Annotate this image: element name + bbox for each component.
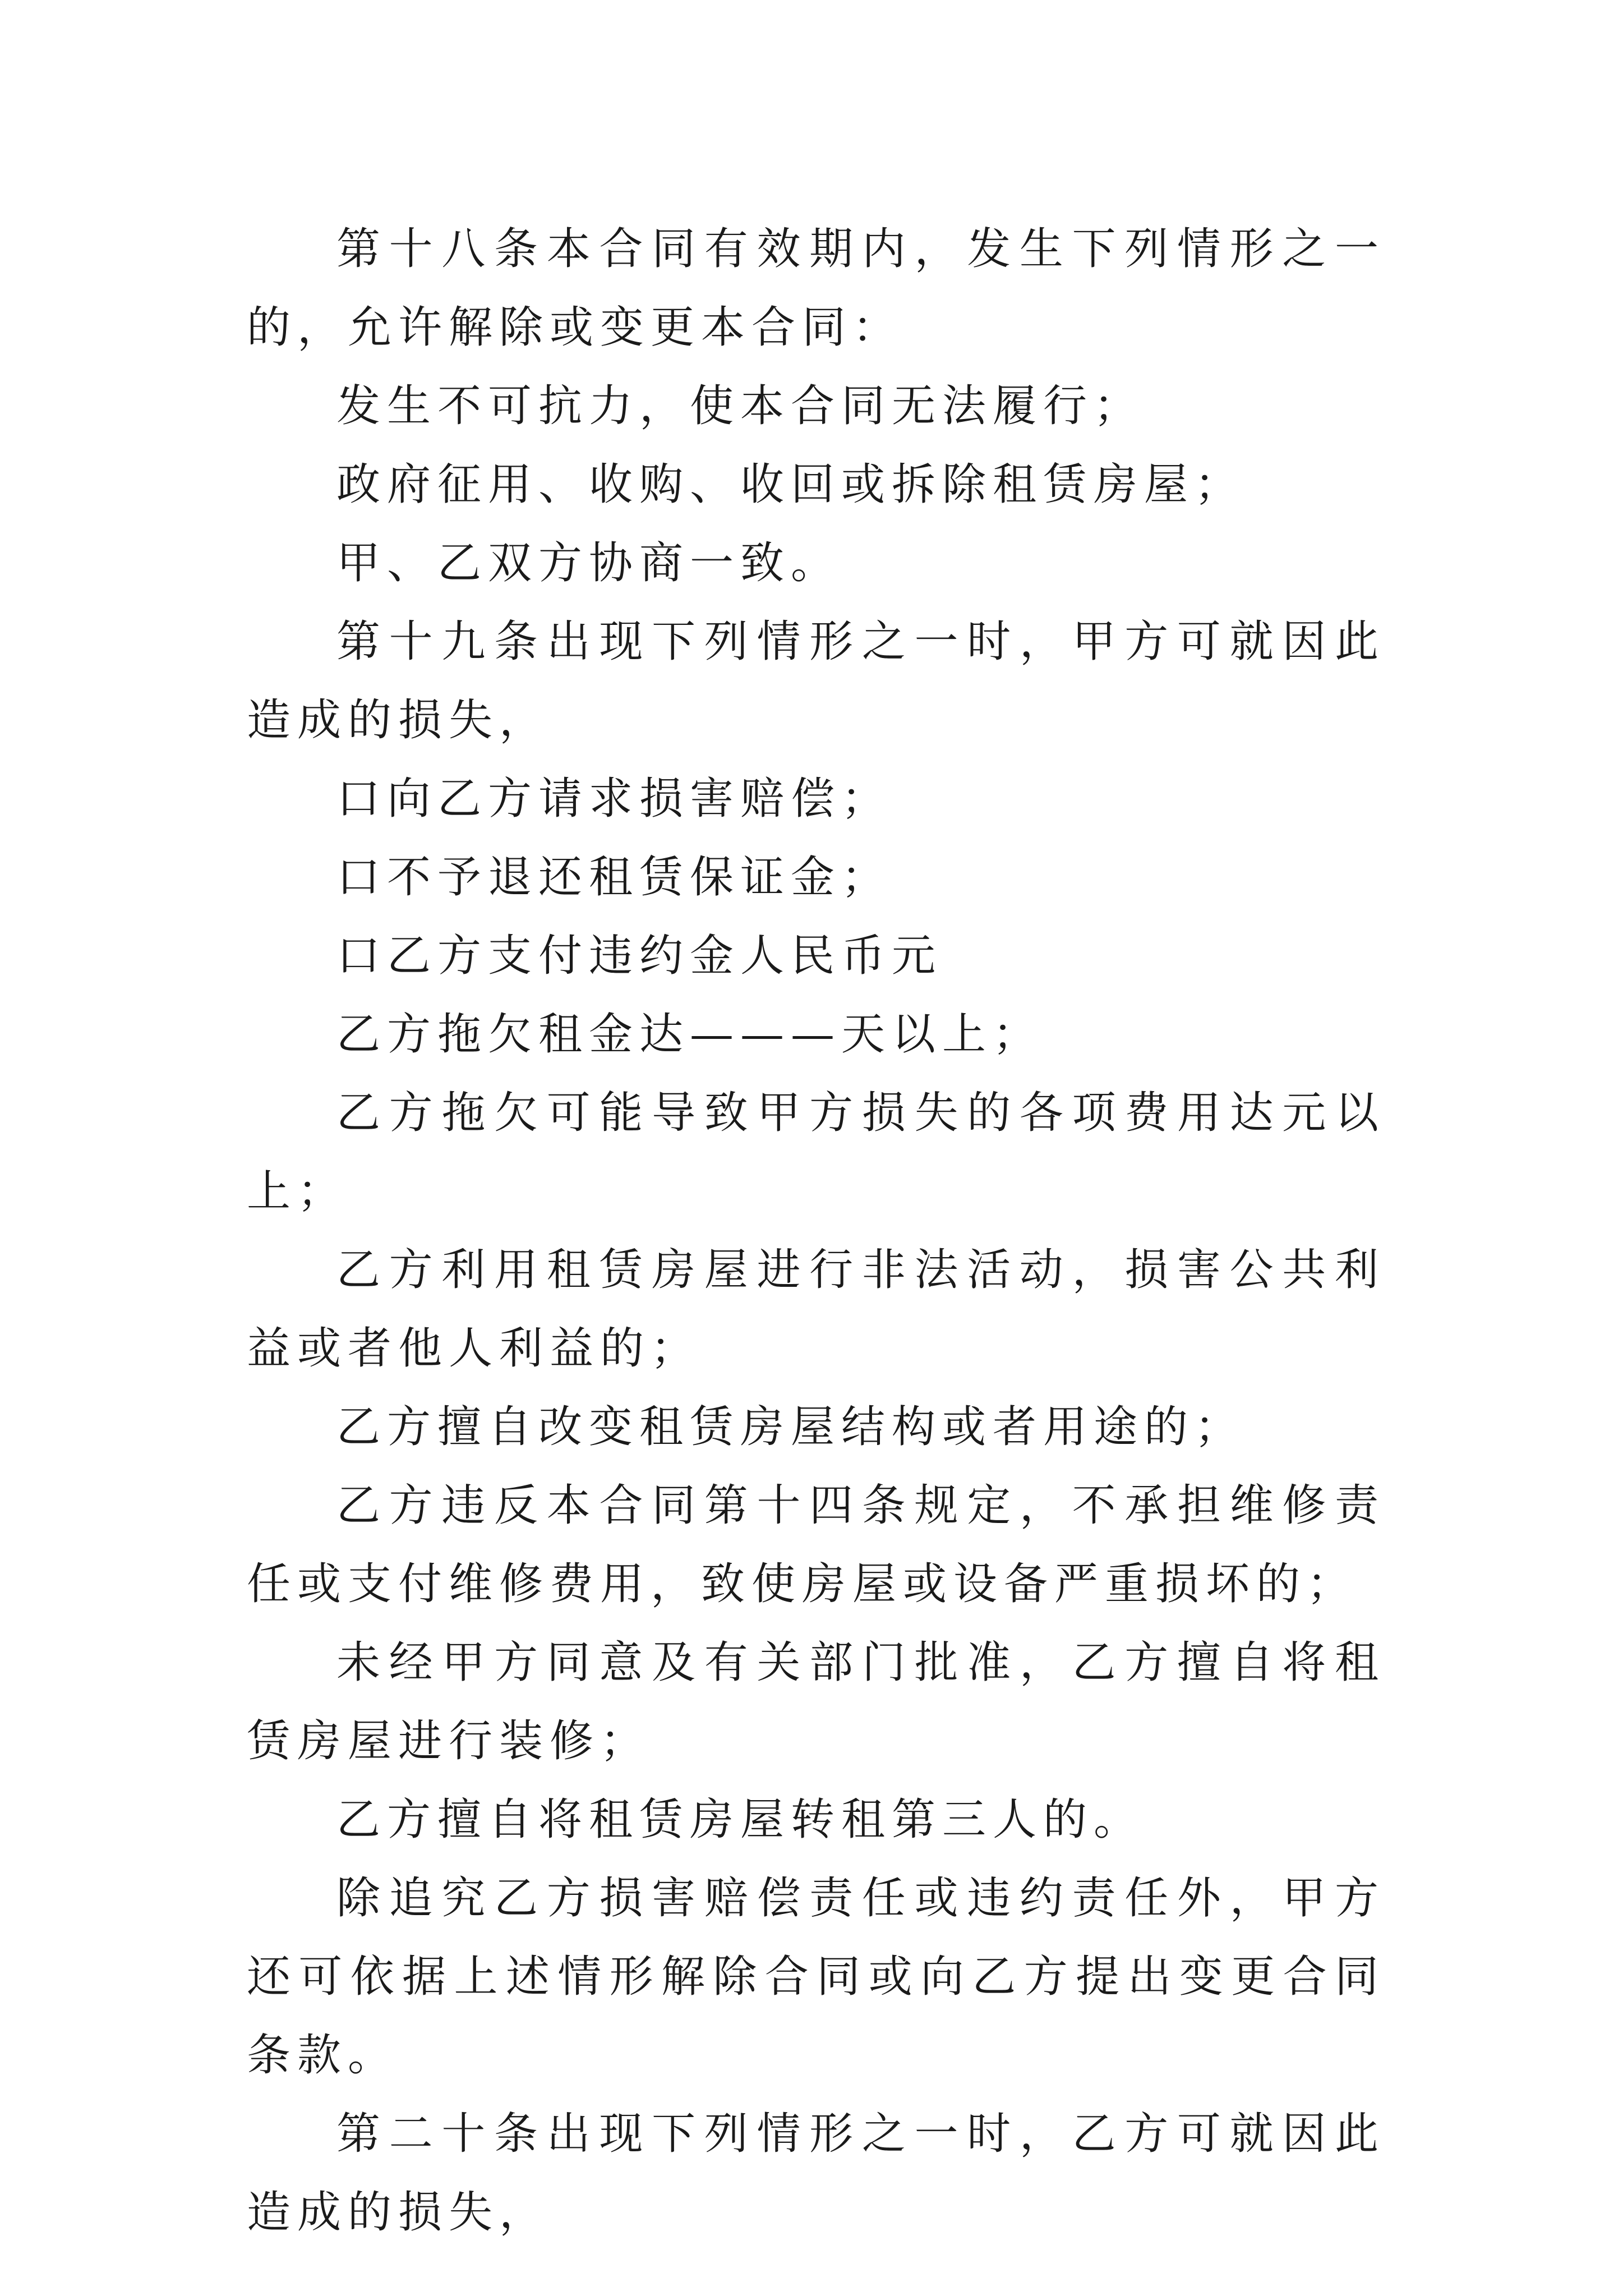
- paragraph-option-deposit: 口不予退还租赁保证金；: [336, 852, 892, 903]
- document-body: [247, 210, 1385, 2252]
- paragraph-maintenance-breach: 乙方违反本合同第十四条规定，不承担维修责任或支付维修费用，致使房屋或设备严重损坏的；: [247, 1480, 1385, 1609]
- paragraph-government-requisition: 政府征用、收购、收回或拆除租赁房屋；: [336, 459, 1246, 510]
- paragraph-unauthorized-renovation: 未经甲方同意及有关部门批准，乙方擅自将租赁房屋进行装修；: [247, 1637, 1385, 1766]
- paragraph-force-majeure: 发生不可抗力，使本合同无法履行；: [336, 381, 1145, 431]
- paragraph-termination-rights: 除追究乙方损害赔偿责任或违约责任外，甲方还可依据上述情形解除合同或向乙方提出变更合同条款。: [247, 1873, 1385, 2081]
- paragraph-mutual-agreement: 甲、乙双方协商一致。: [336, 538, 842, 588]
- paragraph-option-penalty: 口乙方支付违约金人民币元: [336, 931, 943, 981]
- paragraph-rent-arrears: 乙方拖欠租金达———天以上；: [336, 1009, 1044, 1060]
- paragraph-illegal-activity: 乙方利用租赁房屋进行非法活动，损害公共利益或者他人利益的；: [247, 1245, 1385, 1374]
- paragraph-fee-arrears: 乙方拖欠可能导致甲方损失的各项费用达元以上；: [247, 1088, 1385, 1217]
- paragraph-article-18: 第十八条本合同有效期内，发生下列情形之一的，允许解除或变更本合同：: [247, 224, 1385, 353]
- paragraph-option-damages: 口向乙方请求损害赔偿；: [336, 774, 892, 824]
- paragraph-article-20: 第二十条出现下列情形之一时，乙方可就因此造成的损失，: [247, 2109, 1385, 2238]
- paragraph-structure-change: 乙方擅自改变租赁房屋结构或者用途的；: [336, 1402, 1246, 1452]
- paragraph-article-19: 第十九条出现下列情形之一时，甲方可就因此造成的损失，: [247, 616, 1385, 746]
- paragraph-sublease: 乙方擅自将租赁房屋转租第三人的。: [336, 1795, 1145, 1845]
